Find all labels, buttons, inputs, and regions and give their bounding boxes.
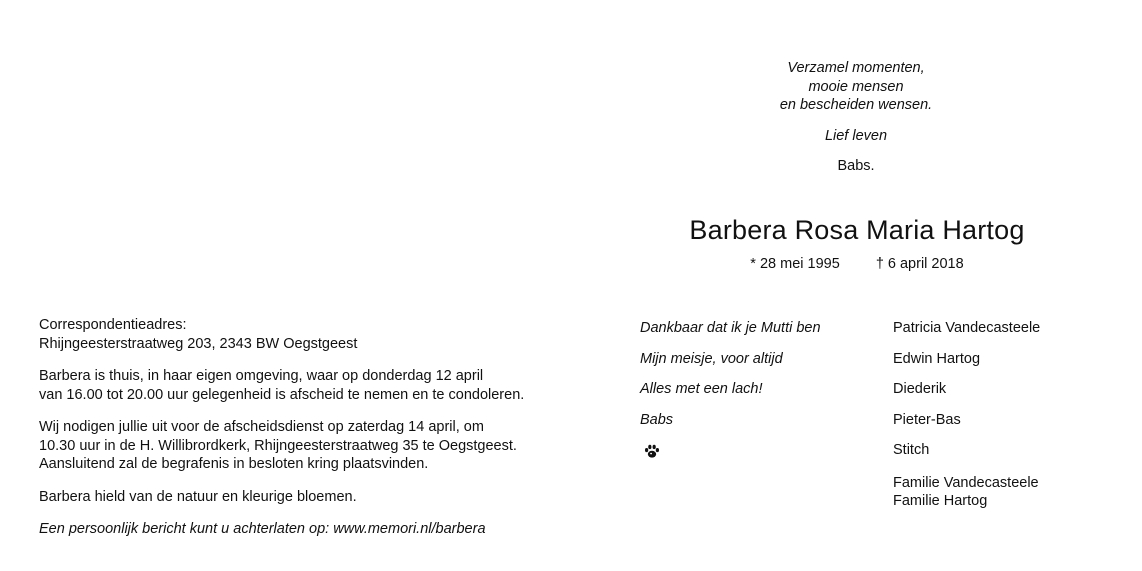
family-member: Edwin Hartog [893,350,981,367]
personal-messages [640,318,870,460]
family-member: Pieter-Bas [893,411,961,428]
nature-line: Barbera hield van de natuur en kleurige bloemen. [39,488,357,505]
visitation-line: Barbera is thuis, in haar eigen omgeving, waar op donderdag 12 april [39,368,484,384]
practical-info [39,316,559,553]
address-label: Correspondentieadres: [39,317,187,333]
message-line: Babs [640,411,674,428]
death-date: † 6 april 2018 [875,256,964,272]
correspondence-block [39,316,559,353]
service-line: Aansluitend zal de begrafenis in besloten kring plaatsvinden. [39,456,429,472]
poem-stanza [700,59,1012,115]
poem [700,59,1012,176]
poem-line: Verzamel momenten, [787,60,925,76]
service-block [39,418,559,474]
family-member: Patricia Vandecasteele [893,320,1041,336]
birth-date: * 28 mei 1995 [750,256,840,272]
family-group: Familie Vandecasteele [893,474,1039,491]
memori-line: Een persoonlijk bericht kunt u achterlaten op: www.memori.nl/barbera [39,521,486,537]
message-line: Mijn meisje, voor altijd [640,350,783,367]
family-group: Familie Hartog [893,492,988,509]
message-line: Dankbaar dat ik je Mutti ben [640,320,821,336]
visitation-line: van 16.00 tot 20.00 uur gelegenheid is afscheid te nemen en te condoleren. [39,386,525,403]
poem-line: en bescheiden wensen. [779,97,933,113]
address: Rhijngeesterstraatweg 203, 2343 BW Oegstgeest [39,335,358,352]
deceased-name: Barbera Rosa Maria Hartog [689,215,1025,245]
family-member: Diederik [893,381,947,397]
visitation-block [39,367,559,404]
poem-line: mooie mensen [808,78,904,95]
paw-print-icon [643,442,661,460]
nature-block [39,488,559,507]
message-line: Alles met een lach! [640,381,763,397]
memori-block [39,520,559,539]
family-names [893,318,1133,510]
poem-line-lief-leven: Lief leven [824,127,888,144]
service-line: Wij nodigen jullie uit voor de afscheidsdienst op zaterdag 14 april, om [39,419,484,435]
family-member: Stitch [893,442,930,458]
service-line: 10.30 uur in de H. Willibrordkerk, Rhijngeesterstraatweg 35 te Oegstgeest. [39,437,517,454]
poem-signature: Babs. [837,158,875,174]
life-dates [640,255,1074,273]
